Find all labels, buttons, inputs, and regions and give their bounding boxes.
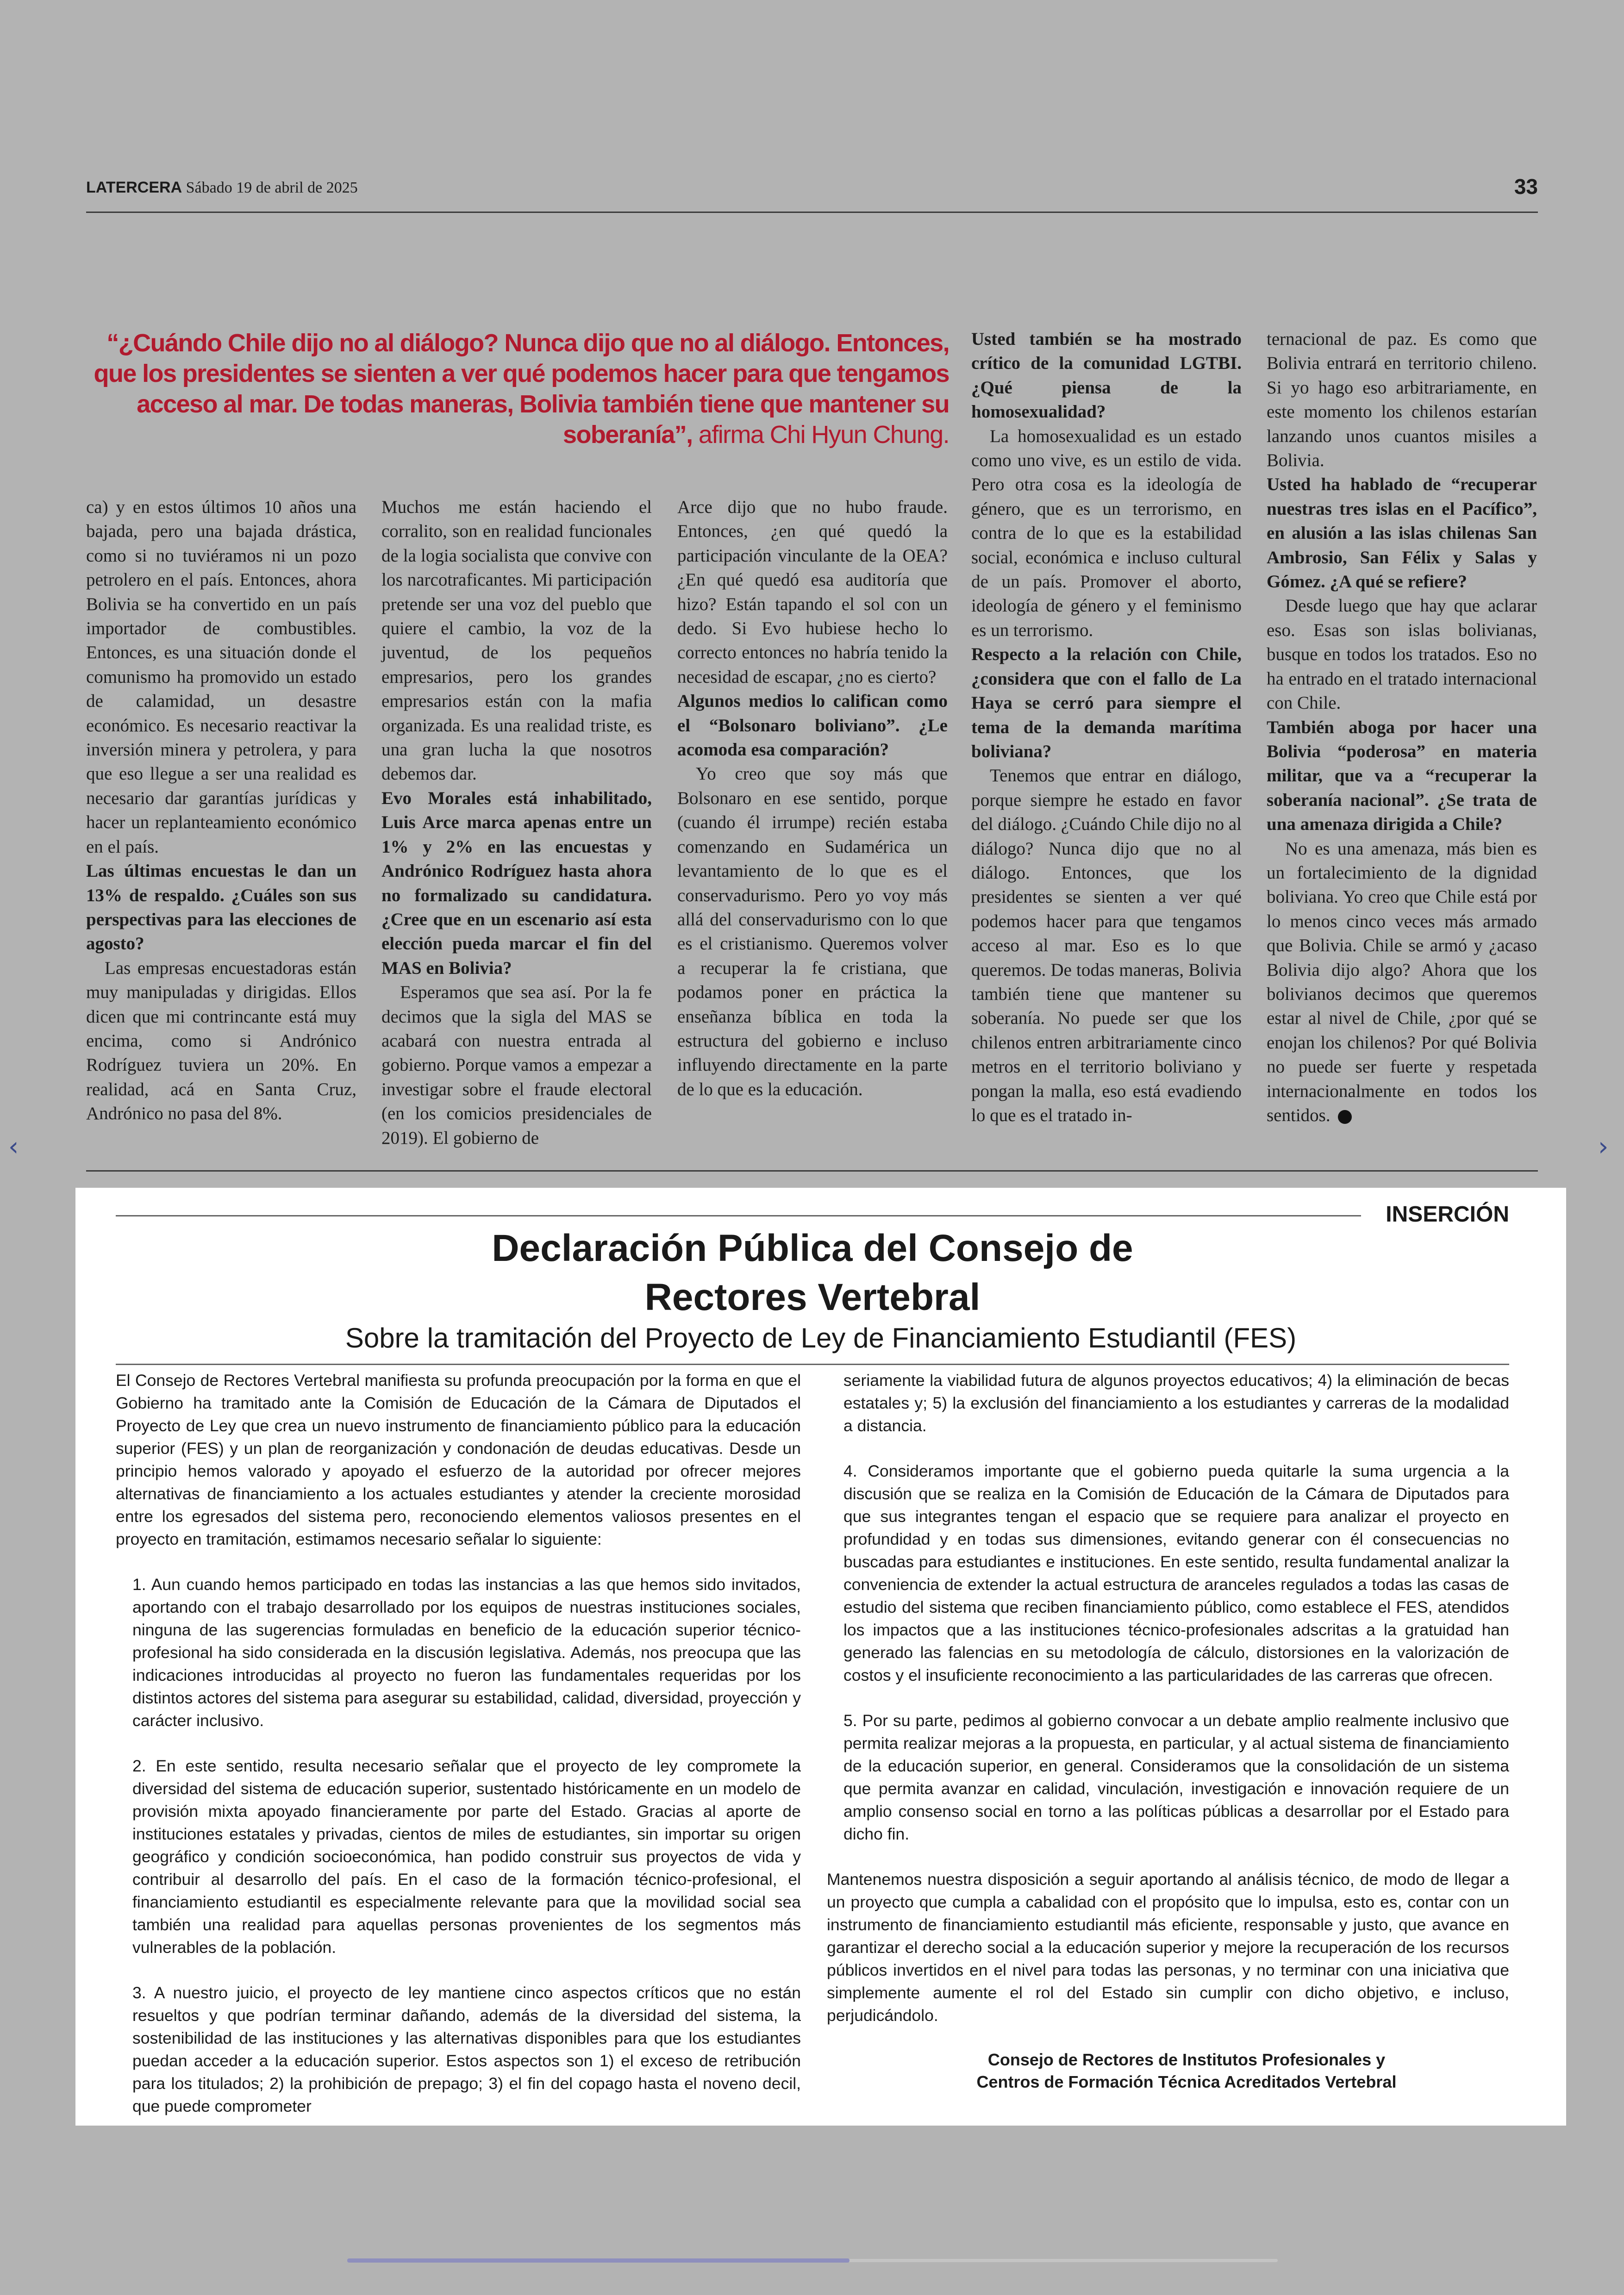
horizontal-scrollbar[interactable]: [347, 2259, 1278, 2262]
article-column-3: [677, 495, 948, 1102]
article-paragraph: Tenemos que entrar en diálogo, porque siempre he estado en favor del diálogo. ¿Cuándo Chile dijo no al diálogo? Nunca dijo que no al diálogo. Entonces, que los presidentes se sienten a ver qué podemos hacer para que tengamos acceso al mar. Eso es lo que queremos. De todas maneras, Bolivia también tiene que mantener su soberanía. No puede ser que los chilenos entren arbitrariamente cinco metros en el territorio boliviano y pongan la malla, eso está evadiendo lo que es el tratado in-: [971, 766, 1242, 1125]
pull-quote-attribution: afirma Chi Hyun Chung.: [692, 421, 949, 449]
insertion-ad: [75, 1188, 1566, 2126]
pull-quote-text: “¿Cuándo Chile dijo no al diálogo? Nunca dijo que no al diálogo. Entonces, que los presidentes se sienten a ver qué podemos hacer para que tengamos acceso al mar. De todas maneras, Bolivia también tiene que mantener su soberanía”,: [94, 329, 949, 449]
article-paragraph: La homosexualidad es un estado como uno vive, es un estilo de vida. Pero otra cosa es la ideología de género, que es un terrorismo, en contra de lo que es la estabilidad social, económica e incluso cultural de un país. Promover el aborto, ideología de género y el feminismo es un terrorismo.: [971, 426, 1242, 640]
declaration-paragraph: Mantenemos nuestra disposición a seguir aportando al análisis técnico, de modo de llegar a un proyecto que cumpla a cabalidad con el propósito que lo impulsa, esto es, contar con un instrumento de financiamiento estudiantil más eficiente, responsable y justo, que avance en garantizar el derecho social a la educación superior y mejore la recuperación de los recursos públicos invertidos en el nivel para todas las personas, y no terminar con una iniciativa que simplemente aumente el rol del Estado sin cumplir con dicho objetivo, e incluso, perjudicándolo.: [827, 1870, 1509, 2025]
declaration-point: 3. A nuestro juicio, el proyecto de ley mantiene cinco aspectos críticos que no están resueltos y que podrían terminar dañando, además de la diversidad del sistema, la sostenibilidad de las instituciones y las alternativas disponibles para que los estudiantes puedan acceder a la educación superior. Estos aspectos son 1) el exceso de retribución para los titulados; 2) la prohibición de prepago; 3) el fin del copago hasta el noveno decil, que puede comprometer: [132, 1983, 801, 2115]
previous-page-arrow-icon[interactable]: ‹: [8, 1132, 19, 1162]
article-column-5: [1267, 327, 1537, 1128]
insertion-left-column: [116, 1369, 801, 2140]
masthead: [86, 179, 358, 197]
insertion-title: [116, 1224, 1509, 1322]
insertion-right-column: [827, 1369, 1509, 2050]
interview-question: Usted ha hablado de “recuperar nuestras tres islas en el Pacífico”, en alusión a las islas chilenas San Ambrosio, San Félix y Salas y Gómez. ¿A qué se refiere?: [1267, 474, 1537, 592]
insertion-subtitle: Sobre la tramitación del Proyecto de Ley de Financiamiento Estudiantil (FES): [345, 1322, 1297, 1353]
interview-question: Algunos medios lo califican como el “Bolsonaro boliviano”. ¿Le acomoda esa comparación?: [677, 691, 948, 760]
article-paragraph: ca) y en estos últimos 10 años una bajada, pero una bajada drástica, como si no tuviéramos ni un pozo petrolero en el país. Entonces, ahora Bolivia se ha convertido en un país importador de combustibles. Entonces, es una situación donde el comunismo ha promovido un estado de calamidad, un desastre económico. Es necesario reactivar la inversión minera y petrolera, y para que eso llegue a ser una realidad es necesario dar garantías jurídicas y hacer un replanteamiento económico en el país.: [86, 497, 356, 857]
article-paragraph: Las empresas encuestadoras están muy manipuladas y dirigidas. Ellos dicen que mi contrincante está muy encima, como si Andrónico Rodríguez tuviera un 20%. En realidad, acá en Santa Cruz, Andrónico no pasa del 8%.: [86, 958, 356, 1124]
interview-question: Usted también se ha mostrado crítico de la comunidad LGTBI. ¿Qué piensa de la homosexualidad?: [971, 329, 1242, 422]
insertion-signature: [886, 2049, 1487, 2093]
end-of-article-bullet-icon: [1338, 1110, 1352, 1124]
issue-date: Sábado 19 de abril de 2025: [186, 179, 358, 196]
section-divider: [86, 1170, 1538, 1172]
declaration-point: 5. Por su parte, pedimos al gobierno convocar a un debate amplio realmente inclusivo que permita realizar mejoras a la propuesta, en particular, y al actual sistema de financiamiento de la educación superior, en general. Consideramos que la consolidación de un sistema que permita avanzar en calidad, vinculación, investigación e innovación requiere de un amplio consenso social en torno a las políticas públicas a desarrollar por el Estado para dicho fin.: [843, 1711, 1509, 1843]
article-column-4: [971, 327, 1242, 1128]
declaration-point: 4. Consideramos importante que el gobierno pueda quitarle la suma urgencia a la discusión que se realiza en la Comisión de Educación de la Cámara de Diputados para que sus integrantes tengan el espacio que se requiere para analizar el proyecto en profundidad y en todas sus dimensiones, evitando generar con él consecuencias no buscadas para estudiantes e instituciones. En este sentido, resulta fundamental analizar la conveniencia de extender la actual estructura de aranceles regulados a todas las casas de estudio del sistema que reciben financiamiento público, como establece el FES, atendidos los impactos que a las instituciones técnico-profesionales adscritas a la gratuidad han generado las falencias en su metodología de cálculo, distorsiones en la valorización de costos y el insuficiente reconocimiento a las particularidades de las carreras que ofrecen.: [843, 1462, 1509, 1684]
pull-quote: [86, 328, 949, 450]
insertion-title-text: Declaración Pública del Consejo de Rectores Vertebral: [492, 1227, 1133, 1318]
interview-question: También aboga por hacer una Bolivia “poderosa” en materia militar, que va a “recuperar la soberanía nacional”. ¿Se trata de una amenaza dirigida a Chile?: [1267, 717, 1537, 835]
article-paragraph: Yo creo que soy más que Bolsonaro en ese sentido, porque (cuando él irrumpe) recién estaba comenzando en Sudamérica un levantamiento de lo que es el conservadurismo. Pero yo voy más allá del conservadurismo con lo que es el cristianismo. Queremos volver a recuperar la fe cristiana, que podamos poner en práctica la enseñanza bíblica en toda la estructura del gobierno e incluso influyendo directamente en la parte de lo que es la educación.: [677, 764, 948, 1099]
insertion-top-rule: [116, 1215, 1361, 1216]
insertion-tag: INSERCIÓN: [1386, 1202, 1509, 1227]
article-paragraph: No es una amenaza, más bien es un fortalecimiento de la dignidad boliviana. Yo creo que Chile está por lo menos cinco veces más armado que Bolivia. Chile se armó y ¿acaso Bolivia dijo algo? Ahora que los bolivianos decimos que queremos estar al nivel de Chile, ¿por qué se enojan los chilenos? Por qué Bolivia no puede ser fuerte y respetada internacionalmente en todos los sentidos.: [1267, 838, 1537, 1125]
newspaper-header: [86, 176, 1538, 213]
declaration-point: 1. Aun cuando hemos participado en todas las instancias a las que hemos sido invitados, aportando con el trabajo desarrollado por los equipos de nuestras instituciones sociales, ninguna de las sugerencias formuladas en beneficio de la educación superior técnico-profesional ha sido considerada en la discusión legislativa. Además, nos preocupa que las indicaciones introducidas al proyecto no fueron las fundamentales requeridas por los distintos actores del sistema para asegurar su estabilidad, calidad, diversidad, proyección y carácter inclusivo.: [132, 1575, 801, 1730]
article-paragraph: Desde luego que hay que aclarar eso. Esas son islas bolivianas, busque en todos los tratados. Eso no ha entrado en el tratado internacional con Chile.: [1267, 596, 1537, 713]
interview-question: Respecto a la relación con Chile, ¿considera que con el fallo de La Haya se cerró para siempre el tema de la demanda marítima boliviana?: [971, 644, 1242, 761]
article-column-2: [381, 495, 652, 1150]
article-column-1: [86, 495, 356, 1126]
declaration-point: seriamente la viabilidad futura de algunos proyectos educativos; 4) la eliminación de becas estatales y; 5) la exclusión del financiamiento a los estudiantes y carreras de la modalidad a distancia.: [843, 1371, 1509, 1435]
insertion-sub-rule: [116, 1364, 1509, 1365]
declaration-point: 2. En este sentido, resulta necesario señalar que el proyecto de ley compromete la diversidad del sistema de educación superior, sustentado históricamente en un modelo de provisión mixta apoyado financieramente por parte del Estado. Gracias al aporte de instituciones estatales y privadas, cientos de miles de estudiantes, sin importar su origen geográfico y condición socioeconómica, han podido construir sus proyectos de vida y contribuir al desarrollo del país. En el caso de la formación técnico-profesional, el financiamiento estudiantil es especialmente relevante para que la movilidad social sea también una realidad para aquellas personas provenientes de los segmentos más vulnerables de la población.: [132, 1757, 801, 1957]
newspaper-logo: LATERCERA: [86, 179, 182, 196]
scrollbar-thumb[interactable]: [347, 2258, 849, 2263]
interview-question: Evo Morales está inhabilitado, Luis Arce marca apenas entre un 1% y 2% en las encuestas y Andrónico Rodríguez hasta ahora no formalizado su candidatura. ¿Cree que en un escenario así esta elección pueda marcar el fin del MAS en Bolivia?: [381, 788, 652, 978]
article-paragraph: Muchos me están haciendo el corralito, son en realidad funcionales de la logia socialista que convive con los narcotraficantes. Mi participación pretende ser una voz del pueblo que quiere el cambio, la voz de la juventud, de los pequeños empresarios, pero los grandes empresarios están con la mafia organizada. Es una realidad triste, es una gran lucha la que nosotros debemos dar.: [381, 497, 652, 784]
article-paragraph: Esperamos que sea así. Por la fe decimos que la sigla del MAS se acabará con nuestra entrada al gobierno. Porque vamos a empezar a investigar sobre el fraude electoral (en los comicios presidenciales de 2019). El gobierno de: [381, 982, 652, 1148]
article-paragraph: Arce dijo que no hubo fraude. Entonces, ¿en qué quedó la participación vinculante de la OEA? ¿En qué quedó esa auditoría que hizo? Están tapando el sol con un dedo. Si Evo hubiese hecho lo correcto entonces no habría tenido la necesidad de escapar, ¿no es cierto?: [677, 497, 948, 687]
signature-line-1: Consejo de Rectores de Institutos Profesionales y: [987, 2050, 1386, 2069]
declaration-paragraph: El Consejo de Rectores Vertebral manifiesta su profunda preocupación por la forma en que el Gobierno ha tramitado ante la Comisión de Educación de la Cámara de Diputados el Proyecto de Ley que crea un nuevo instrumento de financiamiento público para la educación superior (FES) y un plan de reorganización y condonación de deudas educativas. Desde un principio hemos valorado y apoyado el esfuerzo de la autoridad por ofrecer mejores alternativas de financiamiento a los actuales estudiantes y atender la creciente morosidad entre los egresados del sistema pero, reconociendo elementos valiosos presentes en el proyecto en tramitación, estimamos necesario señalar lo siguiente:: [116, 1371, 801, 1548]
page-number: 33: [1514, 175, 1538, 199]
signature-line-2: Centros de Formación Técnica Acreditados Vertebral: [976, 2072, 1397, 2091]
next-page-arrow-icon[interactable]: ›: [1598, 1132, 1609, 1162]
interview-question: Las últimas encuestas le dan un 13% de respaldo. ¿Cuáles son sus perspectivas para las elecciones de agosto?: [86, 861, 356, 954]
article-paragraph: ternacional de paz. Es como que Bolivia entrará en territorio chileno. Si yo hago eso arbitrariamente, en este momento los chilenos estarían lanzando unos cuantos misiles a Bolivia.: [1267, 329, 1537, 471]
